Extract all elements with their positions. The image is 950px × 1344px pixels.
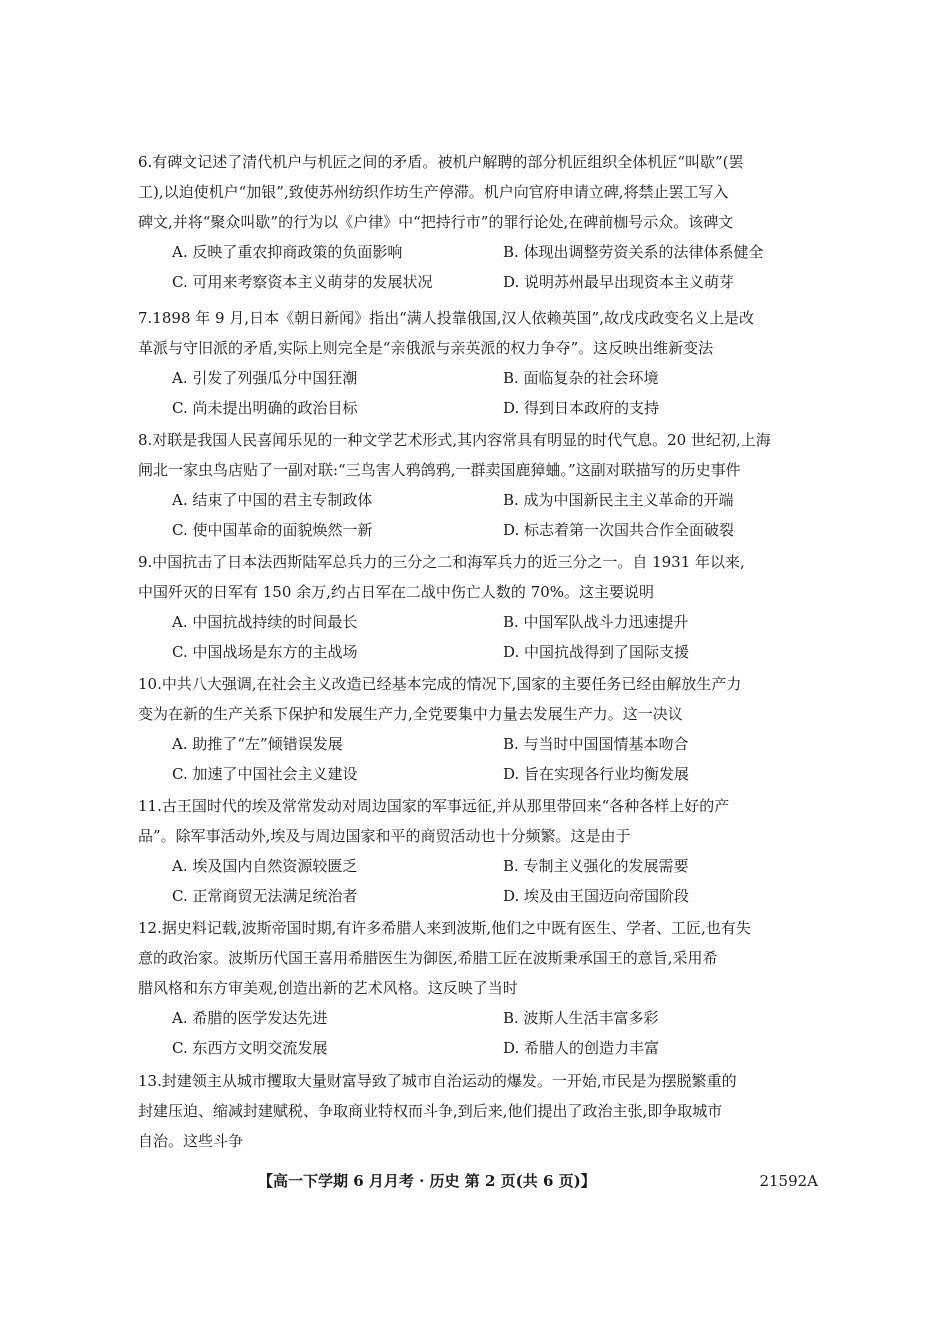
option-c: C. 加速了中国社会主义建设 — [172, 765, 358, 783]
option-d: D. 标志着第一次国共合作全面破裂 — [503, 521, 735, 539]
paper-code: 21592A — [759, 1172, 818, 1190]
options-row — [138, 1003, 818, 1033]
footer-text: 【高一下学期 6 月月考 · 历史 第 2 页(共 6 页)】 — [258, 1172, 596, 1190]
question-text: 8.对联是我国人民喜闻乐见的一种文学艺术形式,其内容常具有明显的时代气息。20 世纪初,上海 — [138, 431, 771, 449]
option-a: A. 引发了列强瓜分中国狂潮 — [172, 369, 358, 387]
question-text: 革派与守旧派的矛盾,实际上则完全是“亲俄派与亲英派的权力争夺”。这反映出维新变法 — [138, 339, 714, 357]
option-c: C. 正常商贸无法满足统治者 — [172, 887, 358, 905]
options-row — [138, 729, 818, 759]
question-11 — [138, 791, 818, 911]
option-b: B. 中国军队战斗力迅速提升 — [503, 613, 689, 631]
option-a: A. 结束了中国的君主专制政体 — [172, 491, 373, 509]
question-text: 12.据史料记载,波斯帝国时期,有许多希腊人来到波斯,他们之中既有医生、学者、工匠,也有失 — [138, 919, 751, 937]
option-d: D. 希腊人的创造力丰富 — [503, 1039, 660, 1057]
option-c: C. 尚未提出明确的政治目标 — [172, 399, 358, 417]
option-b: B. 体现出调整劳资关系的法律体系健全 — [503, 243, 764, 261]
question-10 — [138, 669, 818, 789]
question-text: 工),以迫使机户“加银”,致使苏州纺织作坊生产停滞。机户向官府申请立碑,将禁止罢工写入 — [138, 183, 729, 201]
question-text: 封建压迫、缩减封建赋税、争取商业特权而斗争,到后来,他们提出了政治主张,即争取城市 — [138, 1102, 723, 1120]
question-8 — [138, 425, 818, 545]
question-text: 6.有碑文记述了清代机户与机匠之间的矛盾。被机户解聘的部分机匠组织全体机匠“叫歇”(罢 — [138, 153, 744, 171]
options-row — [138, 515, 818, 545]
question-7 — [138, 303, 818, 423]
options-row — [138, 637, 818, 667]
option-b: B. 波斯人生活丰富多彩 — [503, 1009, 659, 1027]
question-9 — [138, 547, 818, 667]
option-a: A. 反映了重农抑商政策的负面影响 — [172, 243, 403, 261]
question-text: 变为在新的生产关系下保护和发展生产力,全党要集中力量去发展生产力。这一决议 — [138, 705, 683, 723]
option-d: D. 中国抗战得到了国际支援 — [503, 643, 690, 661]
option-b: B. 专制主义强化的发展需要 — [503, 857, 689, 875]
question-text: 9.中国抗击了日本法西斯陆军总兵力的三分之二和海军兵力的近三分之一。自 1931 年以来, — [138, 553, 745, 571]
page-footer — [138, 1166, 818, 1196]
option-c: C. 东西方文明交流发展 — [172, 1039, 328, 1057]
question-13 — [138, 1066, 818, 1156]
option-b: B. 与当时中国国情基本吻合 — [503, 735, 689, 753]
question-text: 碑文,并将“聚众叫歇”的行为以《户律》中“把持行市”的罪行论处,在碑前枷号示众。该碑文 — [138, 213, 734, 231]
question-text: 11.古王国时代的埃及常常发动对周边国家的军事远征,并从那里带回来“各种各样上好的产 — [138, 797, 730, 815]
options-row — [138, 759, 818, 789]
option-a: A. 助推了“左”倾错误发展 — [172, 735, 343, 753]
option-c: C. 中国战场是东方的主战场 — [172, 643, 358, 661]
question-text: 7.1898 年 9 月,日本《朝日新闻》指出“满人投靠俄国,汉人依赖英国”,故戊戌政变名义上是改 — [138, 309, 754, 327]
question-text: 闸北一家虫鸟店贴了一副对联:“三鸟害人鸦鸽鸦,一群卖国鹿獐蛐。”这副对联描写的历史事件 — [138, 461, 741, 479]
option-d: D. 埃及由王国迈向帝国阶段 — [503, 887, 690, 905]
options-row — [138, 851, 818, 881]
options-row — [138, 1033, 818, 1063]
options-row — [138, 363, 818, 393]
option-b: B. 面临复杂的社会环境 — [503, 369, 659, 387]
options-row — [138, 393, 818, 423]
option-c: C. 使中国革命的面貌焕然一新 — [172, 521, 373, 539]
question-text: 自治。这些斗争 — [138, 1132, 244, 1150]
question-text: 意的政治家。波斯历代国王喜用希腊医生为御医,希腊工匠在波斯秉承国王的意旨,采用希 — [138, 949, 718, 967]
option-d: D. 说明苏州最早出现资本主义萌芽 — [503, 273, 735, 291]
options-row — [138, 485, 818, 515]
option-d: D. 旨在实现各行业均衡发展 — [503, 765, 690, 783]
question-text: 10.中共八大强调,在社会主义改造已经基本完成的情况下,国家的主要任务已经由解放生产力 — [138, 675, 742, 693]
options-row — [138, 237, 818, 267]
question-text: 中国歼灭的日军有 150 余万,约占日军在二战中伤亡人数的 70%。这主要说明 — [138, 583, 655, 601]
option-a: A. 中国抗战持续的时间最长 — [172, 613, 358, 631]
option-a: A. 希腊的医学发达先进 — [172, 1009, 328, 1027]
option-d: D. 得到日本政府的支持 — [503, 399, 660, 417]
question-12 — [138, 913, 818, 1063]
question-text: 品”。除军事活动外,埃及与周边国家和平的商贸活动也十分频繁。这是由于 — [138, 827, 631, 845]
options-row — [138, 881, 818, 911]
option-c: C. 可用来考察资本主义萌芽的发展状况 — [172, 273, 433, 291]
option-b: B. 成为中国新民主主义革命的开端 — [503, 491, 734, 509]
question-text: 腊风格和东方审美观,创造出新的艺术风格。这反映了当时 — [138, 979, 518, 997]
option-a: A. 埃及国内自然资源较匮乏 — [172, 857, 358, 875]
question-6 — [138, 147, 818, 297]
options-row — [138, 607, 818, 637]
options-row — [138, 267, 818, 297]
question-text: 13.封建领主从城市攫取大量财富导致了城市自治运动的爆发。一开始,市民是为摆脱繁重的 — [138, 1072, 737, 1090]
